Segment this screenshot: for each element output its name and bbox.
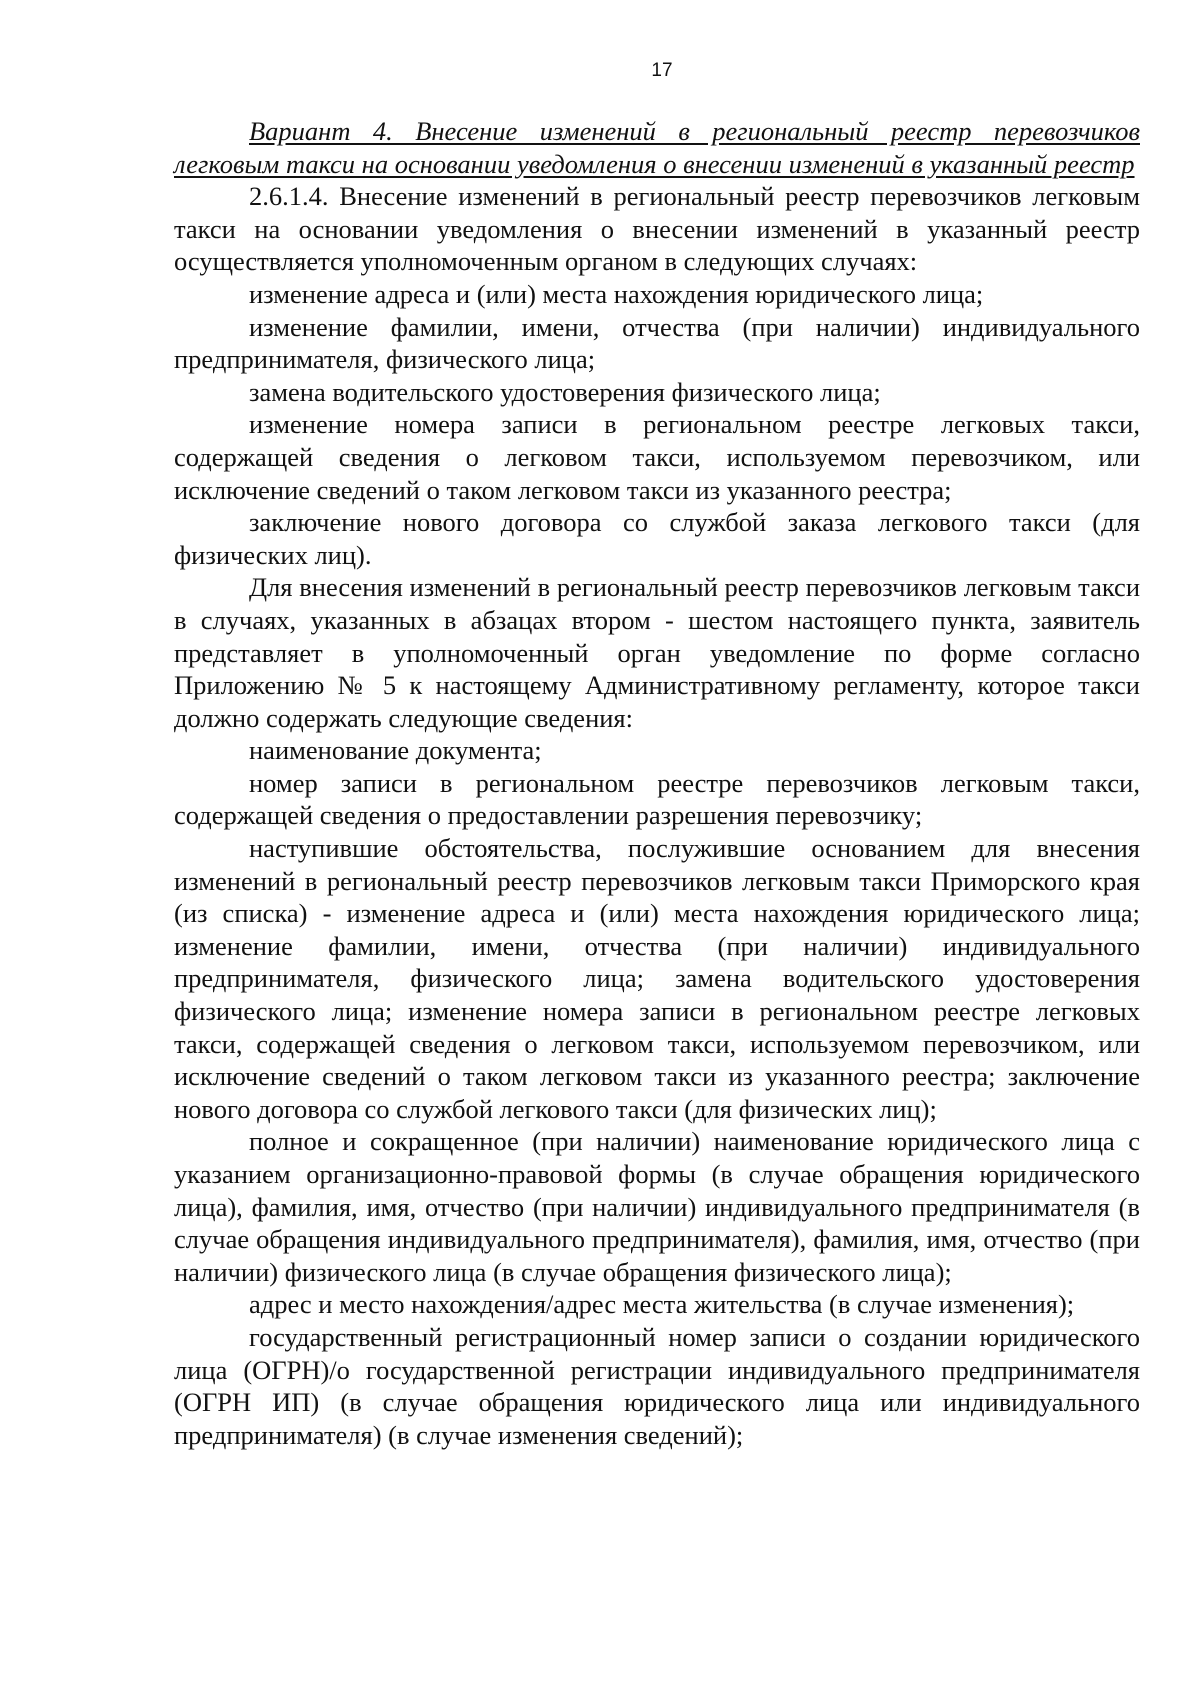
list-item: номер записи в региональном реестре перевозчиков легковым такси, содержащей сведения о предоставлении разрешения перевозчику; (174, 767, 1140, 831)
document-page (174, 60, 1140, 1451)
list-item: полное и сокращенное (при наличии) наименование юридического лица с указанием организационно-правовой формы (в случае обращения юридического лица), фамилия, имя, отчество (при наличии) индивидуального предпринимателя (в случае обращения индивидуального предпринимателя), фамилия, имя, отчество (при наличии) физического лица (в случае обращения физического лица); (174, 1126, 1140, 1287)
list-item: замена водительского удостоверения физического лица; (249, 376, 881, 407)
list-item: государственный регистрационный номер записи о создании юридического лица (ОГРН)/о государственной регистрации индивидуального предпринимателя (ОГРН ИП) (в случае обращения юридического лица или индивидуального предпринимателя) (в случае изменения сведений); (174, 1321, 1140, 1450)
list-item: заключение нового договора со службой заказа легкового такси (для физических лиц). (174, 507, 1140, 570)
list-item: изменение номера записи в региональном реестре легковых такси, содержащей сведения о легковом такси, используемом перевозчиком, или исключение сведений о таком легковом такси из указанного реестра; (174, 409, 1140, 505)
section-heading: Вариант 4. Внесение изменений в региональный реестр перевозчиков легковым такси на основании уведомления о внесении изменений в указанный реестр (174, 116, 1140, 179)
list-item: адрес и место нахождения/адрес места жительства (в случае изменения); (249, 1289, 1075, 1320)
paragraph-2-6-1-4: 2.6.1.4. Внесение изменений в региональный реестр перевозчиков легковым такси на основании уведомления о внесении изменений в указанный реестр осуществляется уполномоченным органом в следующих случаях: (174, 181, 1140, 277)
list-item: изменение адреса и (или) места нахождения юридического лица; (249, 278, 984, 309)
list-item: наименование документа; (249, 735, 542, 766)
list-item: изменение фамилии, имени, отчества (при наличии) индивидуального предпринимателя, физического лица; (174, 311, 1140, 375)
page-number: 17 (651, 60, 673, 81)
list-item: наступившие обстоятельства, послужившие основанием для внесения изменений в региональный реестр перевозчиков легковым такси Приморского края (из списка) - изменение адреса и (или) места нахождения юридического лица; изменение фамилии, имени, отчества (при наличии) индивидуального предпринимателя, физического лица; замена водительского удостоверения физического лица; изменение номера записи в региональном реестре легковых такси, содержащей сведения о легковом такси, используемом перевозчиком, или исключение сведений о таком легковом такси из указанного реестра; заключение нового договора со службой легкового такси (для физических лиц); (174, 833, 1140, 1124)
paragraph-requirements: Для внесения изменений в региональный реестр перевозчиков легковым такси в случаях, указанных в абзацах втором - шестом настоящего пункта, заявитель представляет в уполномоченный орган уведомление по форме согласно Приложению № 5 к настоящему Административному регламенту, которое такси должно содержать следующие сведения: (174, 572, 1140, 733)
